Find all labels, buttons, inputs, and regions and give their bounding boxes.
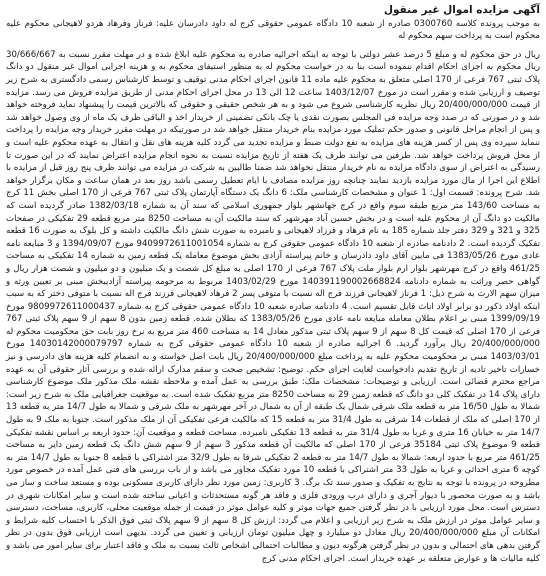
notice-title: آگهی مزایده اموال غیر منقول (383, 4, 540, 16)
notice-body: ریال در حق محکوم له و مبلغ 5 درصد عشر دولتی با توجه به اینکه اجرائیه صادره به محکوم علیه ابلاغ شده و در مهلت مقرر نسبت به 30/666/667 ریال محکوم به اجرای احکام اقدام ننموده است بنا به در خواست محکوم له به منظور استیفای محکوم به و هزینه اجرایی اموال غیر منقول دو دانگ پلاک ثبتی 767 فرعی از 170 اصلی متعلق به محکوم علیه ماده 11 قانون اجرای احکام مدنی توقیف و توسط کارشناس رسمی دادگستری به شرح زیر توصیف و ارزیابی شده و مقرر است در مورخ 1403/12/07 ساعت 12 الی 13 در محل اجرای احکام مدنی از طریق مزایده فروش می رسد. مزایده از قیمت 20/400/000/000 ریال نظریه کارشناسی شروع می شود و به هر شخص حقیقی و حقوقی که بالاترین قیمت را پیشنهاد نماید فروخته خواهد شد و در صورتی که در صدد وجه مزایده فی المجلس بصورت نقدی یا چک بانکی تضمینی از خریدار اخذ و الباقی ظرف یک ماه از وی وصول خواهد شد و پس از انجام مراحل قانونی و صدور حکم تملیک مورد مزایده بنام خریدار منتقل خواهد شد در صورتیکه در مهلت مقرر خریدار وجه مزایده را پرداخت ننماید سپرده وی پس از کسر هزینه های مزایده به نفع دولت ضبط و مزایده تجدید می گردد کلیه هزینه های نقل و انتقال به عهده محکوم علیه است و از محل فروش پرداخت خواهد شد. طرفین می توانند ظرف یک هفته از تاریخ مزایده نسبت به نحوه انجام مزایده اعتراض نمایند که در این صورت تا رسیدگی به اعتراض از سوی دادگاه مزایده به نام خریدار منتقل نخواهد شد ضمنا طالبین به شرکت در مزایده می توانند ظرف پنج روز قبل از مزایده با اطلاع این اجرا از مال مورد مزایده بازدید نمایند چنانچه روز مزایده مصادف با ایام تعطیل رسمی باشد روز بعد در همان ساعت و مکان برگزار خواهد شد. شرح پرونده: قسمت اول: 1 عنوان و مشخصات کارشناسی ملک: 6 دانگ یک دستگاه آپارتمان پلاک ثبتی 767 فرعی از 170 اصلی بخش 11 کرج به مساحت 143/60 متر مربع طبقه سوم واقع در کرج جهانشهر بلوار جمهوری اسلامی که سند آن به شماره 1382/03/18 صادر گردیده است که مالکیت دو دانگ آن از محکوم علیه است و در بخش حسین آباد مهرشهر که سند مالکیت آن به مساحت 8250 متر مربع قطعه 29 تفکیکی در صفحات 325 و 321 و 329 دفتر جلد شماره 185 به نام فرهاد و فرزاد لاهیجانی و نامبرده به صورت شش دانگ مالکیت داشته و کل بلوک به صورت 16 قطعه تفکیک گردیده است. 2 دادنامه صادره از شعبه 10 دادگاه عمومی حقوقی کرج به شماره 9409972611001054 مورخ 1394/09/07 و 3 مبایعه نامه عادی مورخ 1383/05/26 فی مابین آقای داود دادرسان و خانم پیراسته آزادی بخش موضوع معامله یک قطعه زمین به شماره 14 تفکیکی به مساحت 461/25 واقع در کرج مهرشهر بلوار ارم بلوار ملت پلاک 767 فرعی از 170 اصلی به مبلغ کل شصت و یک میلیون و دو میلیون و شصت هزار ریال و گواهی حصر وراثت به شماره دادنامه 140391190002668824 مورخ 1403/02/29 مربوط به مرحومه پیراسته آزادیبخش مبنی بر تعیین ورثه و میزان سهم الارث به شرح ذیل: 1 فرناز لاهیجانی فرزند فرج اله نسبت با متوفی پسر 2 فرهاد لاهیجانی فرزند فرج اله نسبت با متوفی دختر که به سبب اینکه اولاد ذکور دو برابر اولاد اناث قابل تقسیم است. 4 دادنامه صادره شعبه 10 دادگاه عمومی حقوقی کرج به شماره 9809972611000437 مورخ 1399/09/19 مبنی بر اعلام بطلان معامله مبایعه نامه عادی مورخ 1383/05/26 که بطلان شده. قطعه زمین بدون 8 سهم از 9 سهم پلاک ثبتی 767 فرعی از 170 اصلی که قیمت کل 8 سهم از 9 سهم پلاک ثبتی مذکور معادل 14 به مساحت 460 متر مربع به نرخ روز بابت حق محکومیت محکوم له 20/400/000/000 ریال برآورد گردید. 6 اجرائیه صادره از شعبه 10 دادگاه عمومی حقوقی کرج به شماره 14030142000079797 مورخ 1403/03/01 مبنی بر محکومیت محکوم علیه به پرداخت مبلغ 20/400/000/000 ریال بابت اصل خواسته و به انضمام کلیه هزینه های دادرسی و نیز خسارات تاخیر تادیه از تاریخ تقدیم دادخواست لغایت اجرای حکم. توضیح: تشخیص صحت و سقم مدارک ارائه شده و بررسی آثار حقوقی آن به عهده مراجع محترم قضائی است. ارزیابی و توضیحات: مشخصات ملک: طبق بررسی به عمل آمده و ملاحظه نقشه ملک مذکور ملک موضوع کارشناسی دارای پلاک 14 در تفکیک کلی دو دانگ که قطعه زمین 29 به مساحت 8250 متر مربع تفکیک شده است. به موقعیت جغرافیایی ملک به شرح زیر است: شمالا به طول 16/50 متر به قطعه ملک شرقی شمال یک طبقه از آن به شمال در آخر مهرشهر به ملک شرقی و شمالا به طول 14/7 متر به قطعه 13 از 170 اصلی که ملک از قطعات 14 شرقی به طول 31/4 متر به قطعه 15 که مالکیت فرعی تفکیکی آن از ملک مذکور است. جنوبا به ملک 9 به طول 14/7 متر به خیابان 16 متری و غربا به طول 31/4 متر به قطعه 13 تفکیکی نامبرده. مساحت قطعه و موقعیت آن: حدود اربعه بر اساس نقشه تفکیکی قطعه 9 موضوع پلاک ثبتی 35184 فرعی از 170 اصلی که مالکیت آن قطعه مذکور 3 سهم از 9 سهم شش دانگ یک قطعه زمین دایر به مساحت 461/25 متر مربع با حدود اربعه: شمالا به طول 14/7 متر به قطعه 2 تفکیکی شرقا به طول 32/9 متر اشتراکی با قطعه 8 جنوبا به طول 14/7 متر به کوچه 6 متری احداثی و غربا به طول 33 متر اشتراکی با قطعه 10 مورد تفکیک مجاور می باشد و از باب بررسی های فنی عمل آمده در خصوص مورد مطروحه در پرونده با توجه به نتایج به تفکیک و صدور سند تک برگ. 3 کاربری: زمین مورد نظر دارای کاربری مسکونی بوده و مستعد ساخت و ساز می باشد و به صورت محصور با دیوار آجری و دارای درب ورودی فلزی و فاقد هر گونه مستحدثات و اعیانی ساخته شده است و سایر امکانات شهری در دسترس است. محل مورد ارزیابی با در نظر گرفتن جمیع جهات موثر و کلیه عوامل موثر در قیمت از جمله موقعیت محلی، کاربری، مساحت، دسترسی و سایر عوامل موثر در ارزش ملک به شرح زیر ارزیابی و اعلام می گردد: ارزش کل 8 سهم از 9 سهم پلاک ثبتی فوق الذکر با احتساب کلیه شرایط و امکانات آن مبلغ 20/400/000/000 ریال معادل دو میلیارد و چهل میلیون تومان ارزیابی و تعیین می گردد. بدیهی است ارزیابی فوق بدون در نظر گرفتن بدهی های احتمالی و بدون در نظر گرفتن هرگونه دیون و مطالبات احتمالی اشخاص ثالث نسبت به ملک و فاقد اعتبار برای سایر امور می باشد و کلیه مالیات ها و عوارض متعلقه بر عهده خریدار است. اجرای احکام مدنی کرج (6, 49, 541, 564)
notice-header: به موجب پرونده کلاسه 0300760 صادره از شعبه 10 دادگاه عمومی حقوقی کرج له داود دادرسان علیه: فرناز وفرهاد هردو لاهیجانی محکوم علیه محکوم است به پرداخت سهم محکوم له (6, 19, 540, 42)
